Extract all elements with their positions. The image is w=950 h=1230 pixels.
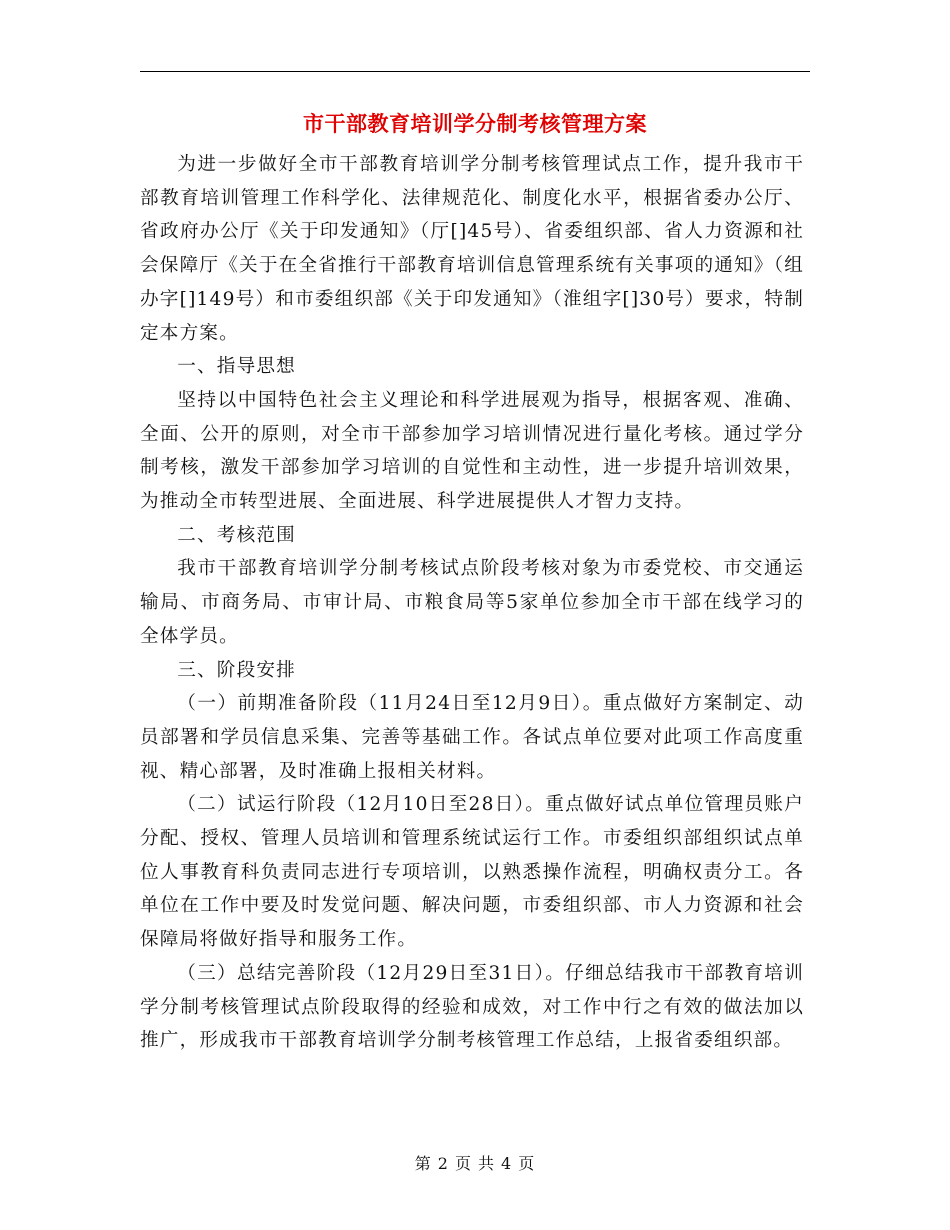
assessment-scope-paragraph: 我市干部教育培训学分制考核试点阶段考核对象为市委党校、市交通运输局、市商务局、市审计局、市粮食局等5家单位参加全市干部在线学习的全体学员。 [140,558,804,647]
section-heading-guiding-ideology: 一、指导思想 [177,356,296,378]
phase-trial-run-paragraph: （二）试运行阶段（12月10日至28日）。重点做好试点单位管理员账户分配、授权、管理人员培训和管理系统试运行工作。市委组织部组织试点单位人事教育科负责同志进行专项培训，以熟悉操作流程，明确权责分工。各单位在工作中要及时发觉问题、解决问题，市委组织部、市人力资源和社会保障局将做好指导和服务工作。 [140,794,804,951]
section-heading-assessment-scope: 二、考核范围 [177,524,296,546]
phase-preparation-paragraph: （一）前期准备阶段（11月24日至12月9日）。重点做好方案制定、动员部署和学员信息采集、完善等基础工作。各试点单位要对此项工作高度重视、精心部署，及时准确上报相关材料。 [140,693,804,782]
footer-current-page: 2 [437,1154,449,1173]
footer-mid: 页 共 [454,1154,496,1173]
intro-paragraph: 为进一步做好全市干部教育培训学分制考核管理试点工作，提升我市干部教育培训管理工作科学化、法律规范化、制度化水平，根据省委办公厅、省政府办公厅《关于印发通知》（厅[]45号）、省委组织部、省人力资源和社会保障厅《关于在全省推行干部教育培训信息管理系统有关事项的通知》（组办字[]149号）和市委组织部《关于印发通知》（淮组字[]30号）要求，特制定本方案。 [140,154,804,344]
document-title: 市干部教育培训学分制考核管理方案 [303,111,647,136]
header-rule [140,71,810,72]
page-footer [0,1153,950,1175]
footer-total-pages: 4 [501,1154,513,1173]
footer-suffix: 页 [518,1154,536,1173]
phase-summary-paragraph: （三）总结完善阶段（12月29日至31日）。仔细总结我市干部教育培训学分制考核管理试点阶段取得的经验和成效，对工作中行之有效的做法加以推广，形成我市干部教育培训学分制考核管理工作总结，上报省委组织部。 [140,962,804,1052]
document-body [140,148,804,1058]
section-heading-phase-arrangement: 三、阶段安排 [177,659,296,681]
guiding-ideology-paragraph: 坚持以中国特色社会主义理论和科学进展观为指导，根据客观、准确、全面、公开的原则，对全市干部参加学习培训情况进行量化考核。通过学分制考核，激发干部参加学习培训的自觉性和主动性，进一步提升培训效果，为推动全市转型进展、全面进展、科学进展提供人才智力支持。 [140,389,804,513]
footer-prefix: 第 [414,1154,432,1173]
